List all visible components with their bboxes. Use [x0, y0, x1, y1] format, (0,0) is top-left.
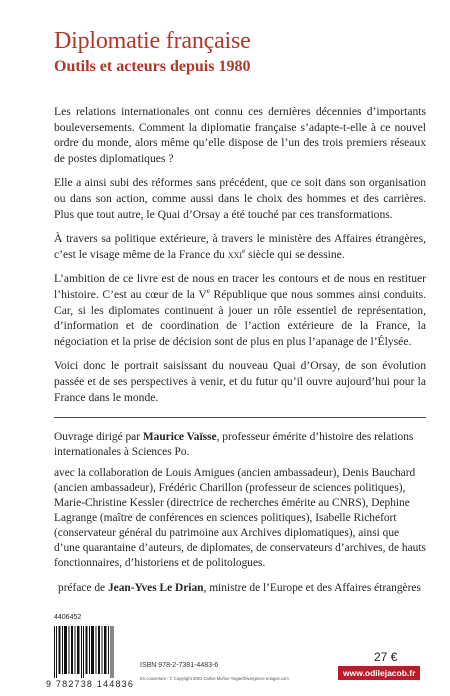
isbn: ISBN 978-2-7381-4483-6 — [140, 662, 219, 669]
preface-line — [54, 581, 426, 596]
preface-suffix: , ministre de l’Europe et des Affaires étrangères — [203, 582, 421, 595]
divider — [54, 417, 426, 418]
preface-prefix: préface de — [58, 582, 108, 595]
barcode-icon — [54, 626, 114, 678]
publisher-url[interactable]: www.odilejacob.fr — [338, 666, 420, 680]
paragraph-2: Elle a ainsi subi des réformes sans précédent, que ce soit dans son organisation ou dans son action, comme aussi dans le choix des hommes et des carrières. Plus que tout autre, le Quai d’Orsay a été touché par ces transformations. — [54, 176, 426, 221]
century-numeral: xxi — [227, 247, 243, 261]
paragraph-4-after: République que nous sommes ainsi conduits. Car, si les diplomates continuent à jouer un rôle essentiel de représentation, d’information et de coordination de l’action extérieure de la France, la négociation et la prise de décision sont de plus en plus l’apanage de l’Élysée. — [54, 287, 426, 348]
product-code: 4406452 — [54, 614, 82, 621]
paragraph-3-before: À travers sa politique extérieure, à travers le ministère des Affaires étrangères, c’est le visage même de la France du — [54, 232, 426, 261]
barcode-digits: 9 782738 144836 — [46, 679, 135, 689]
century-superscript: e — [242, 246, 246, 255]
paragraph-3-after: siècle qui se dessine. — [245, 247, 345, 261]
price: 27 € — [374, 650, 398, 664]
paragraph-3 — [54, 231, 426, 262]
preface-author: Jean-Yves Le Drian — [107, 582, 204, 595]
footer — [0, 610, 450, 696]
director-name: Maurice Vaïsse — [142, 431, 217, 444]
credits — [54, 430, 426, 596]
director-prefix: Ouvrage dirigé par — [54, 431, 143, 444]
paragraph-1: Les relations internationales ont connu ces dernières décennies d’importants bouleversements. Comment la diplomatie française s’adapte-t-elle à ce nouvel ordre du monde, alors même qu’elle dispose de l’un des trois premiers réseaux de postes diplomatiques ? — [54, 105, 426, 165]
paragraph-4 — [54, 271, 426, 349]
back-cover-text — [54, 104, 426, 602]
paragraph-4-before: L’ambition de ce livre est de nous en tracer les contours et de nous en restituer l’histoire. C’est au cœur de la V — [54, 272, 426, 301]
book-subtitle: Outils et acteurs depuis 1980 — [54, 58, 251, 75]
cover-credit: En couverture : © Copyright 2001 Carlos Muñoz-Yagüe/Divergence-images.com — [140, 676, 289, 681]
header — [54, 26, 414, 78]
director-suffix: , professeur émérite d’histoire des relations internationales à Sciences Po. — [54, 431, 414, 459]
paragraph-5: Voici donc le portrait saisissant du nouveau Quai d’Orsay, de son évolution passée et de ses perspectives à venir, et du futur qu’il ouvre aujourd’hui pour la France dans le monde. — [54, 359, 426, 404]
book-title: Diplomatie française — [54, 28, 251, 54]
collaboration-line: avec la collaboration de Louis Amigues (ancien ambassadeur), Denis Bauchard (ancien ambassadeur), Frédéric Charillon (professeur de sciences politiques), Marie-Christine Kessler (directrice de recherches émérite au CNRS), Dephine Lagrange (maître de conférences en sciences politiques), Isabelle Richefort (conservateur général du patrimoine aux Archives diplomatiques), ainsi que d’une quarantaine d’auteurs, de diplomates, de conservateurs d’archives, de hauts fonctionnaires, d’historiens et de politologues. — [54, 467, 426, 570]
republic-superscript: e — [206, 287, 210, 296]
director-line — [54, 430, 426, 460]
